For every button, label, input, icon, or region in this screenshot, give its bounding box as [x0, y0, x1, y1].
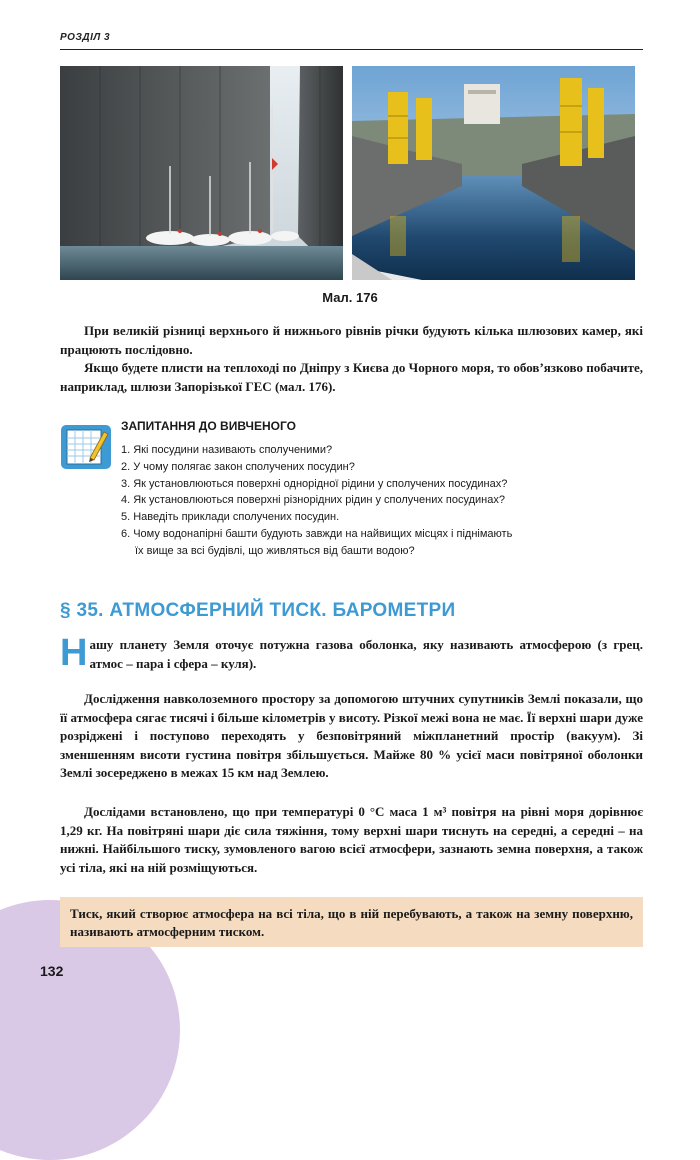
header-rule: [60, 49, 643, 50]
photo-lock-chamber-yachts: [60, 66, 343, 280]
section-paragraph-1: Нашу планету Земля оточує потужна газова оболонка, яку називають атмосферою (з грец. атмос – пара і сфера – куля).: [60, 632, 643, 674]
question-item-continuation: їх вище за всі будівлі, що живляться від башти водою?: [135, 544, 415, 557]
drop-cap: Н: [60, 632, 88, 674]
photo-zaporizhzhia-lock: [352, 66, 635, 280]
page-number: 132: [40, 963, 64, 979]
question-item: 5. Наведіть приклади сполучених посудин.: [121, 511, 340, 524]
figure-caption: Мал. 176: [322, 290, 378, 305]
section-header: РОЗДІЛ 3: [60, 32, 111, 43]
question-item: 1. Які посудини називають сполученими?: [121, 444, 333, 456]
question-item: 6. Чому водонапірні башти будують завжди на найвищих місцях і піднімають їх вище за всі будівлі, що живляться від башти водою?: [121, 526, 651, 560]
section-title: § 35. АТМОСФЕРНИЙ ТИСК. БАРОМЕТРИ: [60, 600, 456, 621]
question-item: 2. У чому полягає закон сполучених посудин?: [121, 460, 355, 473]
intro-paragraph-1: При великій різниці верхнього й нижнього рівнів річки будують кілька шлюзових камер, які працюють послідовно.: [60, 323, 643, 357]
question-item: 4. Як установлюються поверхні різнорідних рідин у сполучених посудинах?: [121, 494, 505, 507]
intro-paragraph-2: Якщо будете плисти на теплоході по Дніпру з Києва до Чорного моря, то обов’язково побачите, наприклад, шлюзи Запорізької ГЕС (мал. 176).: [60, 360, 643, 394]
definition-box: [60, 897, 643, 947]
section-paragraph-2: Дослідження навколоземного простору за допомогою штучних супутників Землі показали, що її атмосфера сягає тисячі і більше кілометрів у висоту. Різкої межі вона не має. Її верхні шари дуже розріджені і поступово переходять у безповітряний міжпланетний простір (вакуум). Зі зменшенням висоти густина повітря збільшується. Майже 80 % усієї маси повітряної оболонки Землі зосереджено в межах 15 км над Землею.: [60, 691, 643, 780]
questions-title: ЗАПИТАННЯ ДО ВИВЧЕНОГО: [121, 419, 296, 433]
section-paragraph-3: Дослідами встановлено, що при температурі 0 °С маса 1 м³ повітря на рівні моря дорівнює 1,29 кг. На повітряні шари діє сила тяжіння, тому верхні шари тиснуть на середні, а середні – на нижні. Найбільшого тиску, зумовленого вагою всієї атмосфери, зазнають земна поверхня, а також усі тіла, які на ній розміщуються.: [60, 804, 643, 875]
notebook-pencil-icon: [60, 424, 112, 470]
question-item: 3. Як установлюються поверхні однорідної рідини у сполучених посудинах?: [121, 477, 508, 490]
questions-list: [121, 442, 651, 560]
definition-text: Тиск, який створює атмосфера на всі тіла, що в ній перебувають, а також на земну поверхню, називають атмосферним тиском.: [70, 906, 633, 939]
